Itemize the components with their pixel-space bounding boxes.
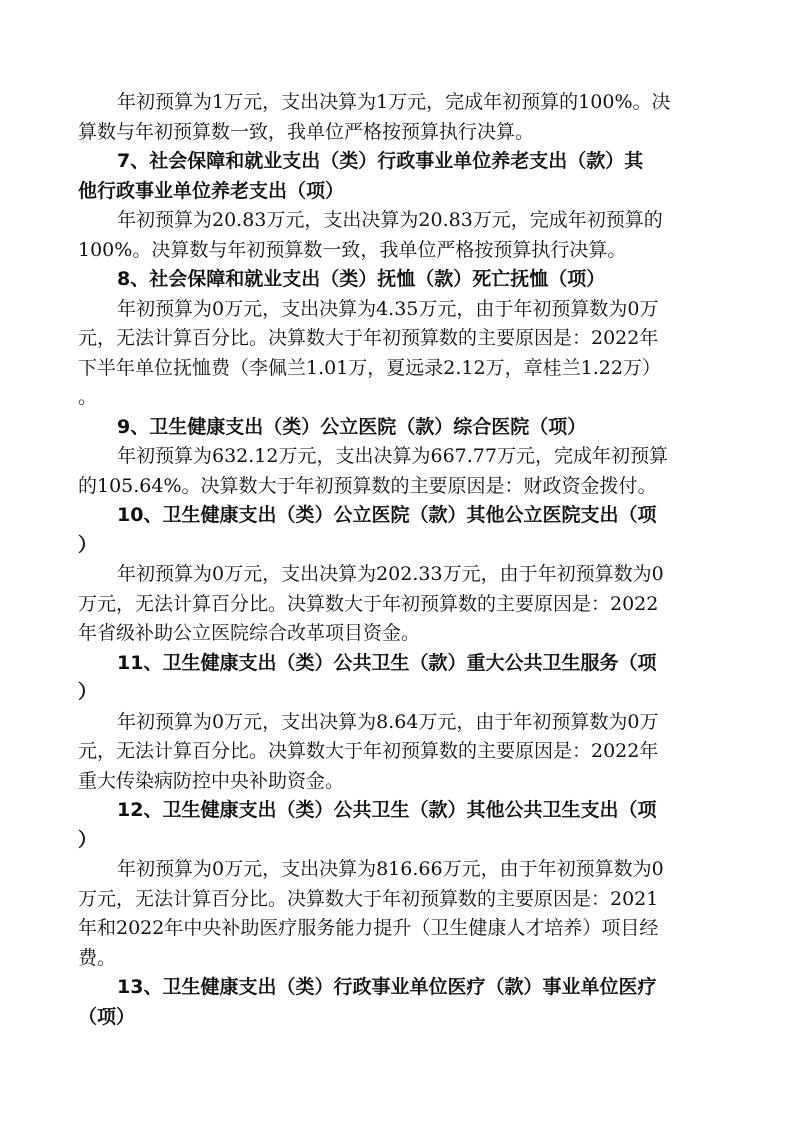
paragraph-line: 的105.64%。决算数大于年初预算数的主要原因是：财政资金拨付。 (78, 474, 657, 497)
paragraph-line: 元，无法计算百分比。决算数大于年初预算数的主要原因是：2022年 (78, 327, 659, 349)
paragraph-line: 元，无法计算百分比。决算数大于年初预算数的主要原因是：2022年 (78, 740, 659, 762)
paragraph-line: 费。 (78, 946, 117, 969)
paragraph-line: 重大传染病防控中央补助资金。 (78, 769, 345, 792)
document-body (78, 88, 718, 1032)
section-heading-line: 13、卫生健康支出（类）行政事业单位医疗（款）事业单位医疗 (117, 976, 657, 998)
section-heading-line: 10、卫生健康支出（类）公立医院（款）其他公立医院支出（项 (117, 504, 657, 526)
paragraph-line: 算数与年初预算数一致，我单位严格按预算执行决算。 (78, 120, 535, 143)
section-heading-line: 8、社会保障和就业支出（类）抚恤（款）死亡抚恤（项） (117, 268, 606, 290)
paragraph-line: 年初预算为0万元，支出决算为8.64万元，由于年初预算数为0万 (117, 710, 659, 733)
paragraph-line: 年省级补助公立医院综合改革项目资金。 (78, 622, 421, 644)
section-heading-line: ） (78, 828, 98, 851)
section-heading-line: ） (78, 681, 98, 703)
paragraph-line: 100%。决算数与年初预算数一致，我单位严格按预算执行决算。 (78, 238, 627, 261)
section-heading-line: （项） (78, 1005, 136, 1028)
section-heading-line: 11、卫生健康支出（类）公共卫生（款）重大公共卫生服务（项 (117, 651, 657, 674)
section-heading-line: 12、卫生健康支出（类）公共卫生（款）其他公共卫生支出（项 (117, 799, 657, 821)
paragraph-line: 年初预算为0万元，支出决算为4.35万元，由于年初预算数为0万 (117, 297, 659, 320)
paragraph-line: 年初预算为632.12万元，支出决算为667.77万元，完成年初预算 (117, 445, 668, 467)
section-heading-line: 他行政事业单位养老支出（项） (78, 179, 345, 202)
paragraph-line: 年初预算为0万元，支出决算为202.33万元，由于年初预算数为0 (117, 563, 664, 585)
paragraph-line: 万元，无法计算百分比。决算数大于年初预算数的主要原因是：2022 (78, 592, 659, 615)
section-heading-line: ） (78, 533, 98, 556)
paragraph-line: 年和2022年中央补助医疗服务能力提升（卫生健康人才培养）项目经 (78, 917, 659, 939)
paragraph-line: 万元，无法计算百分比。决算数大于年初预算数的主要原因是：2021 (78, 887, 659, 910)
section-heading-line: 9、卫生健康支出（类）公立医院（款）综合医院（项） (117, 415, 587, 438)
paragraph-line: 。 (78, 386, 98, 408)
paragraph-line: 年初预算为0万元，支出决算为816.66万元，由于年初预算数为0 (117, 858, 664, 880)
paragraph-line: 下半年单位抚恤费（李佩兰1.01万，夏远录2.12万，章桂兰1.22万） (78, 356, 661, 379)
paragraph-line: 年初预算为1万元，支出决算为1万元，完成年初预算的100%。决 (117, 91, 671, 113)
section-heading-line: 7、社会保障和就业支出（类）行政事业单位养老支出（款）其 (117, 150, 644, 172)
paragraph-line: 年初预算为20.83万元，支出决算为20.83万元，完成年初预算的 (117, 209, 663, 231)
